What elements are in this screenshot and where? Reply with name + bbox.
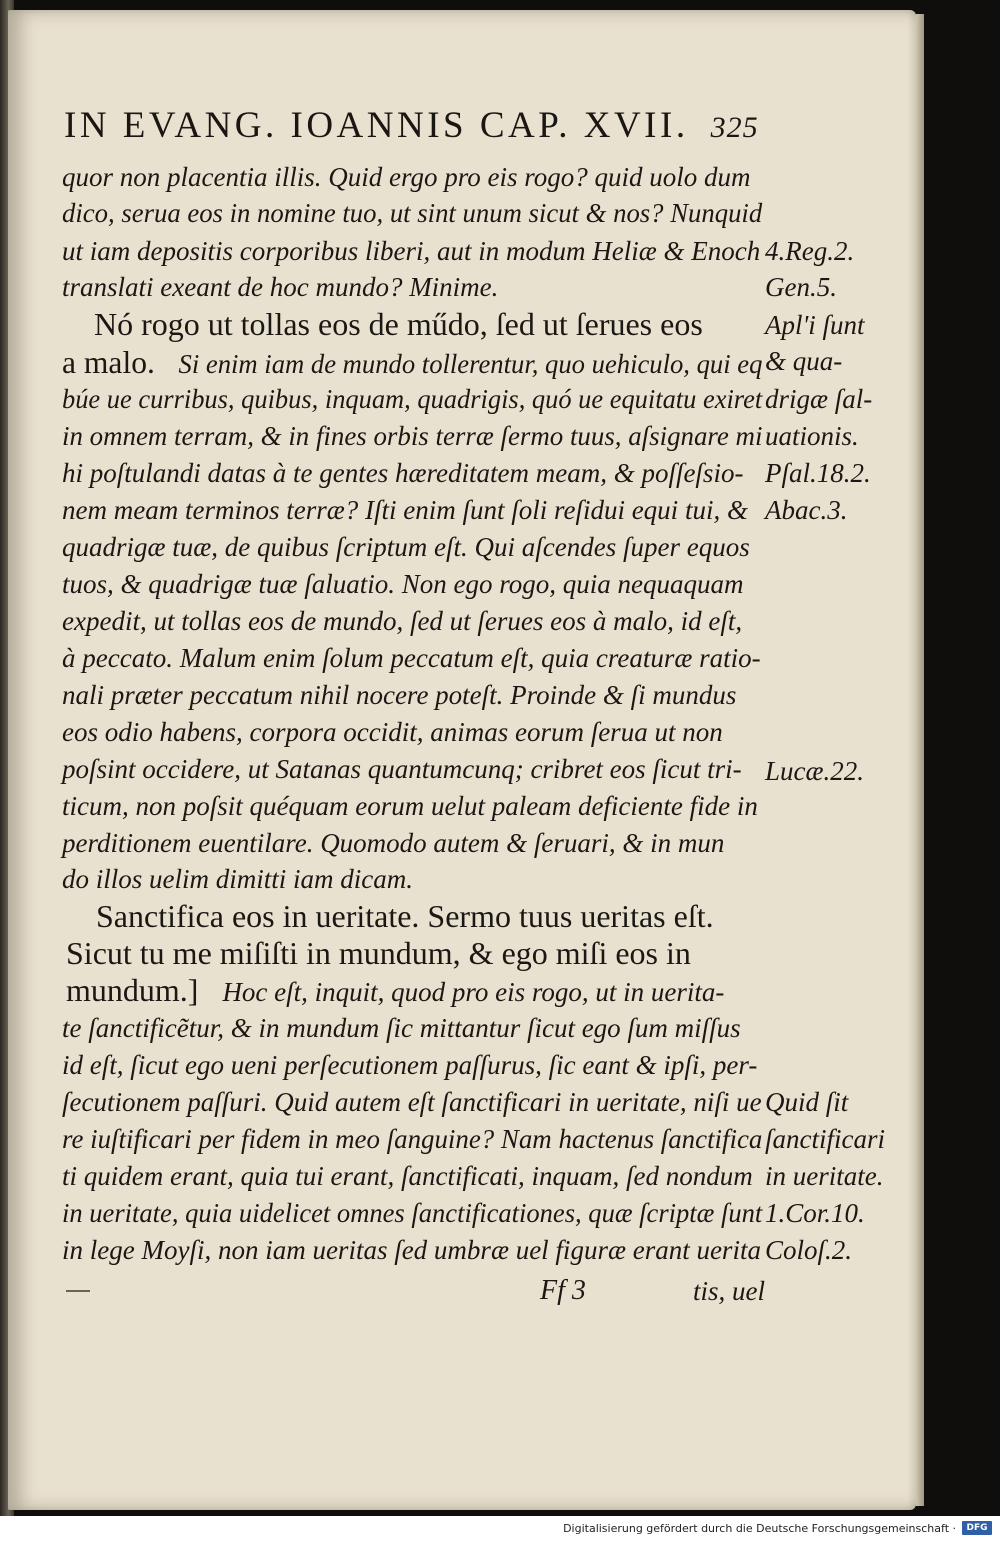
margin-note: Apl'i ſunt (765, 310, 865, 340)
text-line: quor non placentia illis. Quid ergo pro eis rogo? quid uolo dum (62, 162, 751, 192)
page-edge (916, 14, 924, 1506)
running-head (64, 104, 759, 147)
margin-note: Quid ſit (765, 1087, 849, 1117)
text-line: id eſt, ſicut ego ueni perſecutionem paſſurus, ſic eant & ipſi, per- (62, 1050, 758, 1080)
commentary-text: Hoc eſt, inquit, quod pro eis rogo, ut in uerita- (222, 977, 725, 1007)
margin-note: Coloſ.2. (765, 1235, 853, 1265)
text-line: ſecutionem paſſuri. Quid autem eſt ſanctificari in ueritate, niſi ue (62, 1087, 762, 1117)
ink-mark (66, 1290, 90, 1292)
text-line: ut iam depositis corporibus liberi, aut in modum Heliæ & Enoch (62, 236, 761, 266)
text-line: búe ue curribus, quibus, inquam, quadrigis, quó ue equitatu exiret (62, 384, 763, 414)
margin-note: uationis. (765, 421, 859, 451)
scripture-lemma (66, 972, 724, 1009)
text-line: translati exeant de hoc mundo? Minime. (62, 272, 499, 302)
scripture-lemma: Sanctifica eos in ueritate. Sermo tuus ueritas eſt. (96, 898, 714, 934)
commentary-text: Si enim iam de mundo tollerentur, quo uehiculo, qui eq (178, 349, 763, 379)
scripture-lemma: Sicut tu me miſiſti in mundum, & ego miſi eos in (66, 935, 691, 971)
text-line: expedit, ut tollas eos de mundo, ſed ut ſerues eos à malo, id eſt, (62, 606, 743, 636)
text-line: nali præter peccatum nihil nocere poteſt. Proinde & ſi mundus (62, 680, 737, 710)
signature-mark: Ff 3 (540, 1275, 586, 1306)
text-line: do illos uelim dimitti iam dicam. (62, 864, 413, 894)
text-line: tuos, & quadrigæ tuæ ſaluatio. Non ego rogo, quia nequaquam (62, 569, 744, 599)
margin-note: Gen.5. (765, 272, 837, 302)
margin-note: drigæ ſal- (765, 384, 873, 414)
margin-note: Pſal.18.2. (765, 458, 871, 488)
dfg-logo: DFG (962, 1521, 992, 1535)
text-line: hi poſtulandi datas à te gentes hæreditatem meam, & poſſeſsio- (62, 458, 744, 488)
folio-number: 325 (710, 111, 759, 144)
margin-note: in ueritate. (765, 1161, 884, 1191)
funding-credit: Digitalisierung gefördert durch die Deutsche Forschungsgemeinschaft · (563, 1522, 956, 1535)
margin-note: ſanctificari (765, 1124, 885, 1154)
footer-bar (0, 1516, 1000, 1541)
running-head-title: IN EVANG. IOANNIS CAP. XVII. (64, 105, 689, 146)
margin-note: Lucæ.22. (765, 756, 865, 786)
text-line: poſsint occidere, ut Satanas quantumcunq; cribret eos ſicut tri- (62, 754, 742, 784)
text-line: in lege Moyſi, non iam ueritas ſed umbræ uel figuræ erant uerita (62, 1235, 761, 1265)
margin-note: 1.Cor.10. (765, 1198, 865, 1228)
text-line: ti quidem erant, quia tui erant, ſanctificati, inquam, ſed nondum (62, 1161, 753, 1191)
text-line: nem meam terminos terræ? Iſti enim ſunt ſoli reſidui equi tui, & (62, 495, 748, 525)
text-line: in omnem terram, & in fines orbis terræ ſermo tuus, aſsignare mi (62, 421, 763, 451)
lemma-text: a malo. (62, 344, 155, 380)
text-line: in ueritate, quia uidelicet omnes ſanctificationes, quæ ſcriptæ ſunt (62, 1198, 763, 1228)
text-line: te ſanctificẽtur, & in mundum ſic mittantur ſicut ego ſum miſſus (62, 1013, 741, 1043)
text-line: perditionem euentilare. Quomodo autem & ſeruari, & in mun (62, 828, 725, 858)
text-line: re iuſtificari per fidem in meo ſanguine? Nam hactenus ſanctifica (62, 1124, 763, 1154)
text-line: eos odio habens, corpora occidit, animas eorum ſerua ut non (62, 717, 723, 747)
scripture-lemma (62, 344, 762, 381)
margin-note: & qua- (765, 346, 843, 376)
text-line: quadrigæ tuæ, de quibus ſcriptum eſt. Qui aſcendes ſuper equos (62, 532, 750, 562)
margin-note: 4.Reg.2. (765, 236, 855, 266)
text-line: à peccato. Malum enim ſolum peccatum eſt, quia creaturæ ratio- (62, 643, 761, 673)
margin-note: Abac.3. (765, 495, 848, 525)
scripture-lemma: Nó rogo ut tollas eos de műdo, ſed ut ſerues eos (94, 306, 703, 342)
catchword: tis, uel (693, 1276, 765, 1306)
lemma-text: mundum.] (66, 972, 199, 1008)
text-line: dico, serua eos in nomine tuo, ut sint unum sicut & nos? Nunquid (62, 198, 763, 228)
text-line: ticum, non poſsit quéquam eorum uelut paleam deficiente fide in (62, 791, 758, 821)
